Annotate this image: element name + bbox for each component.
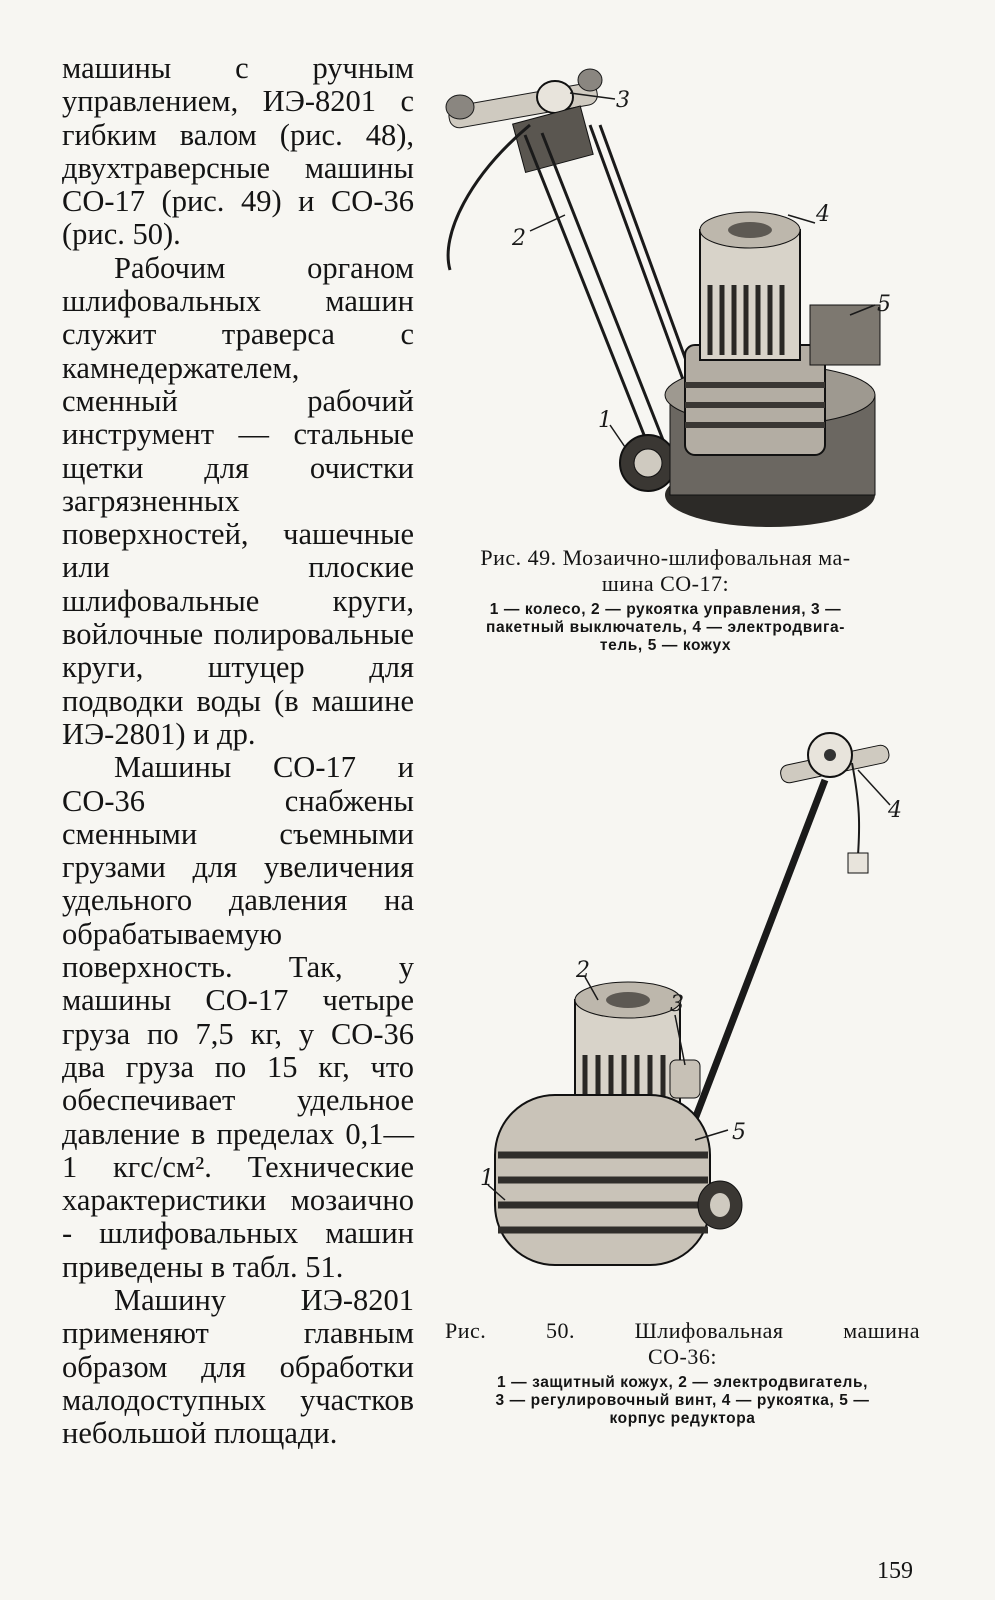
paragraph-1: машины с ручным управлением, ИЭ-8201 с гибким валом (рис. 48), двухтраверсные машины СО-17 (рис. 49) и СО-36 (рис. 50).: [62, 51, 414, 252]
figure-50-illustration: [480, 725, 910, 1285]
cable-plug: [852, 763, 859, 855]
figure-50-caption: [445, 1318, 920, 1428]
figure-50-legend: 1 — защитный кожух, 2 — электродвигатель, 3 — регулировочный винт, 4 — рукоятка, 5 — корпус редуктора: [495, 1374, 870, 1427]
protective-housing: [495, 1095, 742, 1265]
paragraph-3: Машины СО-17 и СО-36 снабжены сменными съемными грузами для увеличения удельного давления на обрабатываемую поверхность. Так, у машины СО-17 четыре груза по 7,5 кг, у СО-36 два груза по 15 кг, что обеспечивает удельное давление в пределах 0,1—1 кгс/см². Технические характеристики мозаично - шлифовальных машин приведены в табл. 51.: [62, 750, 414, 1284]
figure-49-caption: [428, 545, 903, 655]
figure-50-title: Рис. 50. Шлифовальная машина СО-36:: [445, 1318, 920, 1369]
callout-2: 2: [512, 226, 526, 251]
figure-49-legend: 1 — колесо, 2 — рукоятка управления, 3 — пакетный выключатель, 4 — электродвига- тель, 5 — кожух: [486, 601, 845, 654]
handle-pole: [685, 780, 825, 1145]
electric-motor: [700, 212, 800, 360]
page-number: 159: [877, 1558, 913, 1584]
paragraph-2: Рабочим органом шлифовальных машин служит траверса с камнедержателем, сменный рабочий инструмент — стальные щетки для очистки загрязненных поверхностей, чашечные или плоские шлифовальные круги, войлочные полировальные круги, штуцер для подводки воды (в машине ИЭ-2801) и др.: [62, 250, 414, 751]
handle-top: [779, 733, 890, 784]
figure-49-illustration: [430, 55, 910, 535]
callout-4: 4: [888, 798, 902, 823]
callout-5: 5: [877, 292, 891, 317]
callout-2: 2: [576, 958, 590, 983]
callout-1: 1: [480, 1166, 494, 1191]
callout-3: 3: [616, 88, 630, 113]
figure-49-title: Рис. 49. Мозаично-шлифовальная ма- шина СО-17:: [480, 545, 851, 596]
callout-3: 3: [670, 992, 684, 1017]
body-text-column: [62, 52, 414, 1450]
callout-1: 1: [598, 408, 612, 433]
wheel: [620, 435, 676, 491]
callout-4: 4: [816, 202, 830, 227]
paragraph-4: Машину ИЭ-8201 применяют главным образом для обработки малодоступных участков небольшой площади.: [62, 1282, 414, 1451]
callout-5: 5: [732, 1120, 746, 1145]
